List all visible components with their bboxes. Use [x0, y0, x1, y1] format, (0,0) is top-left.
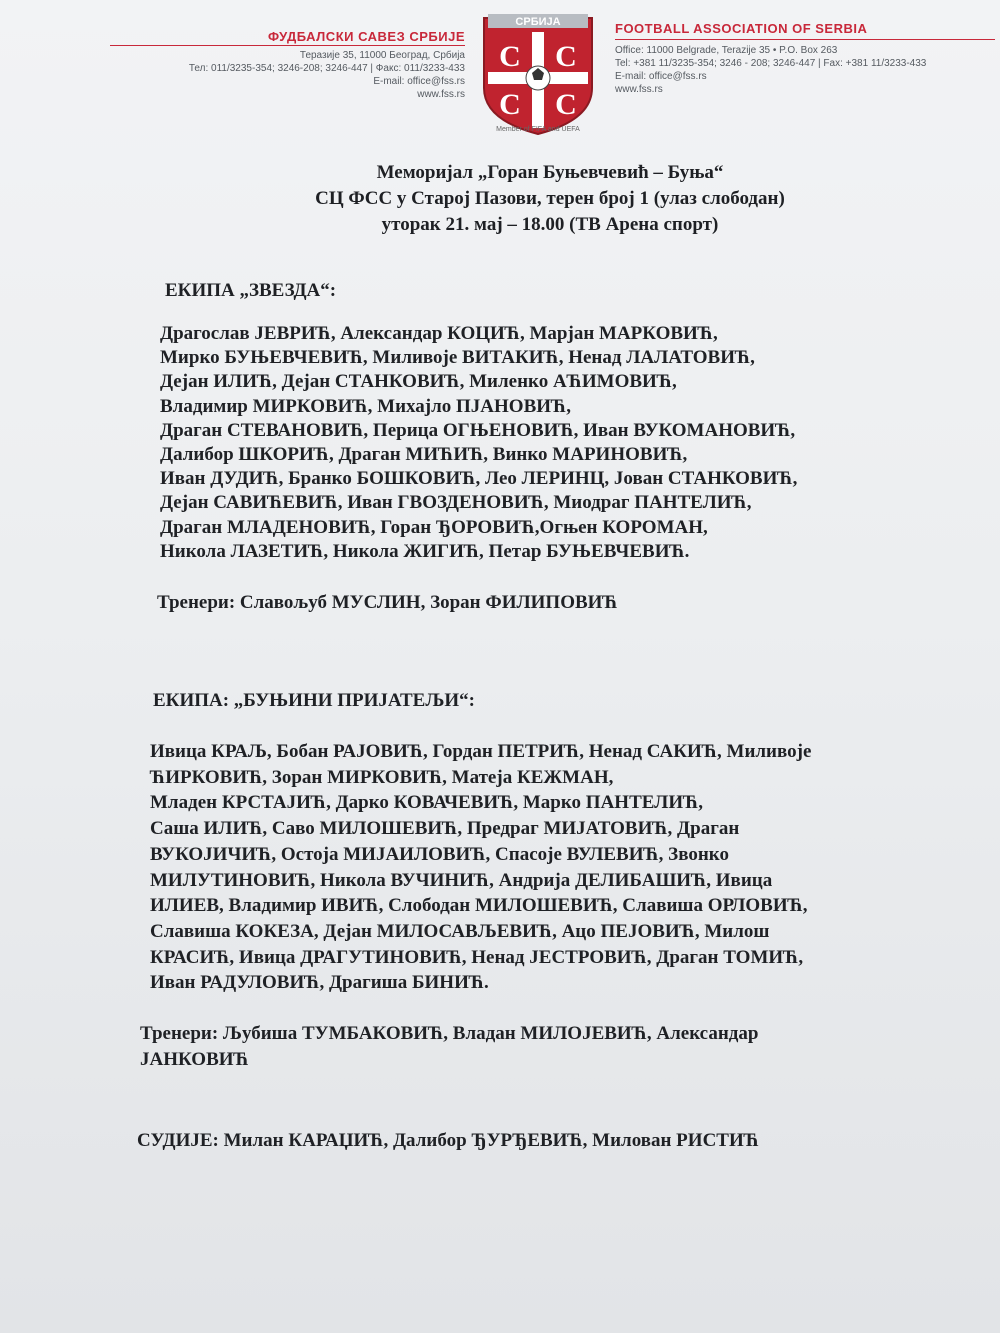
player-line: Младен КРСТАЈИЋ, Дарко КОВАЧЕВИЋ, Марко ПАНТЕЛИЋ, — [150, 792, 704, 814]
svg-text:С: С — [499, 40, 521, 73]
player-line: Владимир МИРКОВИЋ, Михајло ПЈАНОВИЋ, — [160, 395, 571, 417]
player-line: Иван ДУДИЋ, Бранко БОШКОВИЋ, Лео ЛЕРИНЦ, Јован СТАНКОВИЋ, — [160, 468, 798, 490]
player-line: МИЛУТИНОВИЋ, Никола ВУЧИНИЋ, Андрија ДЕЛИБАШИЋ, Ивица — [150, 869, 773, 891]
referees: СУДИЈЕ: Милан КАРАЏИЋ, Далибор ЂУРЂЕВИЋ, Милован РИСТИЋ — [137, 1130, 759, 1151]
player-line: Дејан САВИЋЕВИЋ, Иван ГВОЗДЕНОВИЋ, Миодраг ПАНТЕЛИЋ, — [160, 492, 752, 514]
player-line: Далибор ШКОРИЋ, Драган МИЋИЋ, Винко МАРИНОВИЋ, — [160, 444, 688, 466]
team1-coaches: Тренери: Славољуб МУСЛИН, Зоран ФИЛИПОВИЋ — [157, 592, 618, 613]
coaches-line: ЈАНКОВИЋ — [140, 1048, 249, 1070]
coaches-line: Тренери: Љубиша ТУМБАКОВИЋ, Владан МИЛОЈЕВИЋ, Александар — [140, 1023, 759, 1044]
player-line: Славиша КОКЕЗА, Дејан МИЛОСАВЉЕВИЋ, Ацо ПЕЈОВИЋ, Милош — [150, 920, 770, 942]
team2-players — [150, 739, 811, 996]
website-serbian: www.fss.rs — [417, 89, 465, 100]
event-name: Меморијал „Горан Буњевчевић – Буња“ — [376, 162, 724, 183]
letterhead-right — [615, 22, 1000, 96]
player-line: Драган МЛАДЕНОВИЋ, Горан ЂОРОВИЋ,Огњен КОРОМАН, — [160, 516, 708, 538]
org-name-english: FOOTBALL ASSOCIATION OF SERBIA — [615, 21, 868, 36]
svg-text:С: С — [499, 88, 521, 121]
email-english: E-mail: office@fss.rs — [615, 71, 707, 82]
org-name-serbian: ФУДБАЛСКИ САВЕЗ СРБИЈЕ — [110, 30, 465, 46]
player-line: КРАСИЋ, Ивица ДРАГУТИНОВИЋ, Ненад ЈЕСТРОВИЋ, Драган ТОМИЋ, — [150, 946, 804, 968]
svg-text:С: С — [555, 88, 577, 121]
player-line: ВУКОЈИЧИЋ, Остоја МИЈАИЛОВИЋ, Спасоје ВУЛЕВИЋ, Звонко — [150, 843, 729, 865]
event-venue: СЦ ФСС у Старој Пазови, терен број 1 (улаз слободан) — [315, 188, 785, 209]
event-date-time: уторак 21. мај – 18.00 (ТВ Арена спорт) — [381, 214, 719, 235]
player-line: Драган СТЕВАНОВИЋ, Перица ОГЊЕНОВИЋ, Иван ВУКОМАНОВИЋ, — [160, 419, 796, 441]
player-line: Мирко БУЊЕВЧЕВИЋ, Миливоје ВИТАКИЋ, Ненад ЛАЛАТОВИЋ, — [160, 347, 755, 369]
phones-english: Tel: +381 11/3235-354; 3246 - 208; 3246-447 | Fax: +381 11/3233-433 — [615, 58, 927, 69]
member-note: Member of FIFA and UEFA — [496, 126, 580, 133]
header-rule — [615, 39, 995, 40]
website-english: www.fss.rs — [615, 84, 663, 95]
address-english: Office: 11000 Belgrade, Terazije 35 • P.O. Box 263 — [615, 45, 838, 56]
player-line: ИЛИЕВ, Владимир ИВИЋ, Слободан МИЛОШЕВИЋ, Славиша ОРЛОВИЋ, — [150, 895, 808, 917]
svg-text:С: С — [555, 40, 577, 73]
player-line: Иван РАДУЛОВИЋ, Драгиша БИНИЋ. — [150, 972, 489, 994]
team1-players — [160, 322, 797, 564]
phones-serbian: Тел: 011/3235-354; 3246-208; 3246-447 | Факс: 011/3233-433 — [188, 63, 465, 74]
address-serbian: Теразије 35, 11000 Београд, Србија — [299, 50, 465, 61]
team1-heading: ЕКИПА „ЗВЕЗДА“: — [165, 280, 337, 301]
event-title — [240, 160, 860, 238]
team2-coaches — [140, 1021, 758, 1072]
player-line: Драгослав ЈЕВРИЋ, Александар КОЦИЋ, Марјан МАРКОВИЋ, — [160, 323, 718, 344]
fss-crest-logo — [478, 10, 598, 138]
team2-heading: ЕКИПА: „БУЊИНИ ПРИЈАТЕЉИ“: — [153, 690, 475, 711]
player-line: ЋИРКОВИЋ, Зоран МИРКОВИЋ, Матеја КЕЖМАН, — [150, 766, 614, 788]
player-line: Никола ЛАЗЕТИЋ, Никола ЖИГИЋ, Петар БУЊЕВЧЕВИЋ. — [160, 540, 690, 562]
player-line: Саша ИЛИЋ, Саво МИЛОШЕВИЋ, Предраг МИЈАТОВИЋ, Драган — [150, 818, 740, 840]
letterhead-left — [110, 30, 465, 101]
player-line: Ивица КРАЉ, Бобан РАЈОВИЋ, Гордан ПЕТРИЋ, Ненад САКИЋ, Миливоје — [150, 741, 812, 762]
email-serbian: E-mail: office@fss.rs — [373, 76, 465, 87]
crest-label: СРБИЈА — [515, 16, 561, 28]
player-line: Дејан ИЛИЋ, Дејан СТАНКОВИЋ, Миленко АЋИМОВИЋ, — [160, 371, 677, 393]
